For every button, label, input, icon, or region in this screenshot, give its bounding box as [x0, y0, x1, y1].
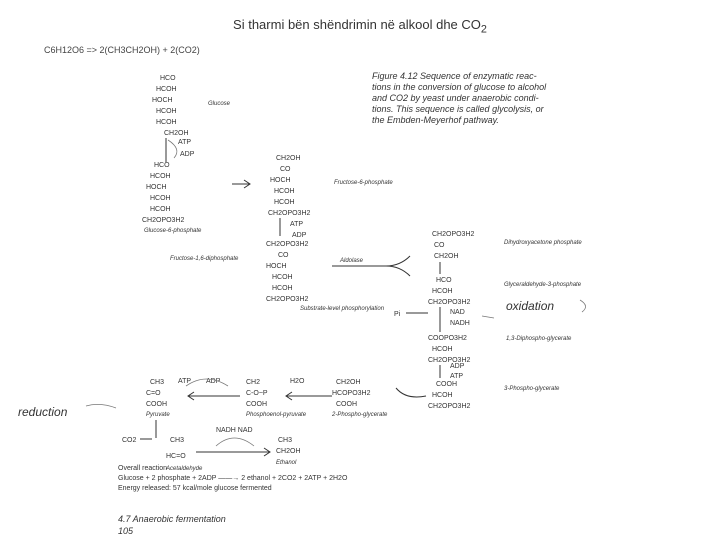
ethanol-label: Ethanol — [276, 460, 297, 466]
bpg-structure — [428, 335, 572, 364]
glucose-c4: HCOH — [156, 108, 177, 115]
caption-line-4: tions. This sequence is called glycolysis, or — [372, 104, 544, 114]
glycolysis-scan-figure — [18, 60, 650, 538]
caption-line-3: and CO2 by yeast under anaerobic condi- — [372, 93, 539, 103]
adp-4: ADP — [206, 378, 221, 385]
pg3-structure — [428, 381, 560, 410]
bpg-label: 1,3-Diphospho-glycerate — [506, 336, 572, 342]
ethanol-c2: CH2OH — [276, 448, 301, 455]
acetaldehyde-c2: HC=O — [166, 453, 186, 460]
fdp-label: Fructose-1,6-diphosphate — [170, 256, 239, 262]
pep-c3: COOH — [246, 401, 267, 408]
substrate-level-label: Substrate-level phosphorylation — [300, 306, 385, 312]
g6p-c6: CH2OPO3H2 — [142, 217, 185, 224]
bpg-c2: HCOH — [432, 346, 453, 353]
oxidation-pointer — [482, 316, 494, 318]
acetaldehyde-c1: CH3 — [170, 437, 185, 444]
pg2-label: 2-Phospho-glycerate — [332, 412, 388, 418]
fdp-c6: CH2OPO3H2 — [266, 296, 309, 303]
caption-line-1: Figure 4.12 Sequence of enzymatic reac- — [372, 71, 537, 81]
g6p-label: Glucose-6-phosphate — [144, 228, 202, 234]
adp-1: ADP — [180, 151, 195, 158]
figure-footer: 4.7 Anaerobic fermentation — [118, 514, 226, 524]
fdp-c5: HCOH — [272, 285, 293, 292]
fdp-c2: CO — [278, 252, 289, 259]
pyruvate-label: Pyruvate — [146, 412, 170, 418]
nadh-nad-label: NADH NAD — [216, 427, 253, 434]
pg2-c2: HCOPO3H2 — [332, 390, 371, 397]
figure-caption — [372, 71, 547, 125]
gap-c1: HCO — [436, 277, 452, 284]
gap-structure — [428, 277, 582, 306]
acetaldehyde-label: Acetaldehyde — [166, 466, 203, 472]
pg3-c2: HCOH — [432, 392, 453, 399]
co2-label: CO2 — [122, 437, 137, 444]
handwritten-reduction: reduction — [18, 405, 68, 419]
glucose-label: Glucose — [208, 101, 231, 107]
pep-label: Phosphoenol-pyruvate — [246, 412, 307, 418]
dhap-structure — [432, 231, 582, 260]
nadh-1: NADH — [450, 320, 470, 327]
gap-c3: CH2OPO3H2 — [428, 299, 471, 306]
ethanol-c1: CH3 — [278, 437, 293, 444]
summary-line-1: Overall reaction — [118, 465, 168, 472]
pyruvate-c2: C=O — [146, 390, 161, 397]
glucose-c1: HCO — [160, 75, 176, 82]
glucose-c3: HOCH — [152, 97, 173, 104]
atp-2: ATP — [290, 221, 304, 228]
arrow-pep-pyruvate — [188, 392, 240, 400]
nadh-nad-curve — [216, 438, 254, 446]
pep-c1: CH2 — [246, 379, 261, 386]
bpg-c1: COOPO3H2 — [428, 335, 467, 342]
f6p-c3: HOCH — [270, 177, 291, 184]
f6p-c2: CO — [280, 166, 291, 173]
fdp-structure — [170, 241, 309, 303]
f6p-label: Fructose-6-phosphate — [334, 180, 393, 186]
arrow-pg2-pep — [286, 392, 332, 400]
dhap-c1: CH2OPO3H2 — [432, 231, 475, 238]
pg3-c1: COOH — [436, 381, 457, 388]
f6p-c5: HCOH — [274, 199, 295, 206]
dhap-label: Dihydroxyacetone phosphate — [504, 240, 582, 246]
adp-3: ADP — [450, 363, 465, 370]
arrow-pg3-pg2 — [396, 388, 426, 397]
f6p-c6: CH2OPO3H2 — [268, 210, 311, 217]
bpg-c3: CH2OPO3H2 — [428, 357, 471, 364]
caption-line-5: the Embden-Meyerhof pathway. — [372, 115, 499, 125]
slide-title-subscript: 2 — [480, 23, 487, 36]
handwritten-mark — [580, 300, 586, 312]
pep-c2: C-O~P — [246, 390, 268, 397]
glucose-c5: HCOH — [156, 119, 177, 126]
summary-line-2: Glucose + 2 phosphate + 2ADP ——→ 2 ethanol + 2CO2 + 2ATP + 2H2O — [118, 475, 348, 482]
fdp-c1: CH2OPO3H2 — [266, 241, 309, 248]
atp-4: ATP — [178, 378, 192, 385]
pg3-c3: CH2OPO3H2 — [428, 403, 471, 410]
pg3-label: 3-Phospho-glycerate — [504, 386, 560, 392]
slide-title — [0, 17, 720, 36]
pg2-structure — [331, 379, 388, 418]
fdp-c4: HCOH — [272, 274, 293, 281]
adp-2: ADP — [292, 232, 307, 239]
pyruvate-structure — [146, 379, 170, 418]
f6p-structure — [268, 155, 393, 217]
dhap-c2: CO — [434, 242, 445, 249]
acetaldehyde-structure — [165, 437, 203, 472]
slide-title-main: Si tharmi bën shëndrimin në alkool dhe CO — [233, 17, 481, 32]
pyruvate-c1: CH3 — [150, 379, 165, 386]
gap-c2: HCOH — [432, 288, 453, 295]
aldolase-label: Aldolase — [340, 258, 364, 264]
g6p-c2: HCOH — [150, 173, 171, 180]
pg2-c1: CH2OH — [336, 379, 361, 386]
g6p-structure — [142, 162, 202, 234]
summary-line-3: Energy released: 57 kcal/mole glucose fermented — [118, 485, 272, 492]
gap-label: Glyceraldehyde-3-phosphate — [504, 282, 582, 288]
g6p-c1: HCO — [154, 162, 170, 169]
handwritten-arrow — [86, 404, 116, 408]
page-number: 105 — [118, 526, 134, 536]
pg2-c3: COOH — [336, 401, 357, 408]
glucose-structure — [152, 75, 231, 137]
handwritten-oxidation: oxidation — [506, 299, 555, 313]
overall-reaction — [118, 465, 348, 492]
ethanol-structure — [276, 437, 301, 466]
fdp-c3: HOCH — [266, 263, 287, 270]
pi-label: Pi — [394, 311, 401, 318]
f6p-c1: CH2OH — [276, 155, 301, 162]
caption-line-2: tions in the conversion of glucose to alcohol — [372, 82, 547, 92]
arrow-g6p-f6p — [232, 180, 250, 188]
pyruvate-c3: COOH — [146, 401, 167, 408]
atp-1: ATP — [178, 139, 192, 146]
h2o-label: H2O — [290, 378, 305, 385]
atp-adp-curve-1 — [168, 140, 177, 158]
glucose-c2: HCOH — [156, 86, 177, 93]
nad-1: NAD — [450, 309, 465, 316]
g6p-c3: HOCH — [146, 184, 167, 191]
atp-3: ATP — [450, 373, 464, 380]
arrow-acetaldehyde-ethanol — [196, 448, 270, 456]
dhap-c3: CH2OH — [434, 253, 459, 260]
f6p-c4: HCOH — [274, 188, 295, 195]
glucose-c6: CH2OH — [164, 130, 189, 137]
g6p-c4: HCOH — [150, 195, 171, 202]
fermentation-equation: C6H12O6 => 2(CH3CH2OH) + 2(CO2) — [44, 45, 200, 55]
g6p-c5: HCOH — [150, 206, 171, 213]
